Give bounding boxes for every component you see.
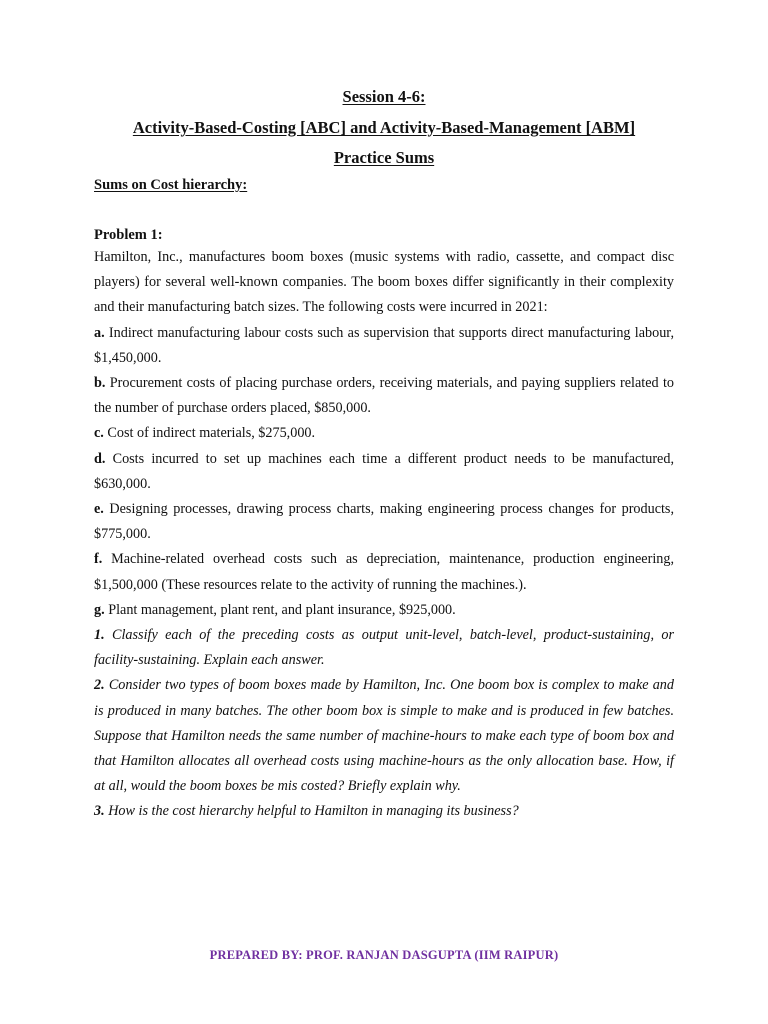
- session-title: Session 4-6:: [342, 87, 426, 106]
- section-heading: Sums on Cost hierarchy:: [94, 177, 248, 193]
- question: [94, 799, 674, 824]
- item-text: Designing processes, drawing process charts, making engineering process changes for products, $775,000.: [94, 501, 675, 543]
- item-label: e.: [94, 501, 104, 518]
- question-text: Classify each of the preceding costs as output unit-level, batch-level, product-sustaining, or facility-sustaining. Explain each answer.: [94, 627, 675, 669]
- question-label: 3.: [94, 803, 105, 820]
- question: [94, 623, 674, 673]
- cost-item: [94, 371, 674, 421]
- subtitle: Practice Sums: [333, 148, 435, 167]
- item-label: a.: [94, 324, 105, 341]
- item-text: Procurement costs of placing purchase orders, receiving materials, and paying suppliers related to the number of purchase orders placed, $850,000.: [94, 375, 674, 417]
- item-label: c.: [94, 425, 104, 442]
- item-label: d.: [94, 450, 106, 467]
- item-text: Plant management, plant rent, and plant insurance, $925,000.: [108, 601, 456, 618]
- topic-title: Activity-Based-Costing [ABC] and Activity-Based-Management [ABM]: [132, 118, 636, 137]
- question-label: 2.: [94, 677, 105, 694]
- problem-body: [94, 245, 674, 825]
- problem-intro: Hamilton, Inc., manufactures boom boxes (music systems with radio, cassette, and compact disc players) for several well-known companies. The boom boxes differ significantly in their complexity and their manufacturing batch sizes. The following costs were incurred in 2021:: [94, 249, 674, 316]
- cost-item: [94, 598, 674, 623]
- item-label: b.: [94, 375, 106, 392]
- item-text: Machine-related overhead costs such as depreciation, maintenance, production engineering, $1,500,000 (These resources relate to the activity of running the machines.).: [94, 551, 674, 593]
- question-label: 1.: [94, 627, 105, 644]
- cost-item: [94, 547, 674, 597]
- item-text: Cost of indirect materials, $275,000.: [107, 425, 316, 442]
- item-label: g.: [94, 601, 105, 618]
- question: [94, 673, 674, 799]
- cost-item: [94, 447, 674, 497]
- cost-item: [94, 321, 674, 371]
- problem-title: Problem 1:: [94, 227, 163, 243]
- question-text: How is the cost hierarchy helpful to Hamilton in managing its business?: [108, 803, 519, 820]
- cost-item: [94, 497, 674, 547]
- item-text: Costs incurred to set up machines each time a different product needs to be manufactured, $630,000.: [94, 450, 674, 492]
- item-label: f.: [94, 551, 103, 568]
- question-text: Consider two types of boom boxes made by Hamilton, Inc. One boom box is complex to make and is produced in many batches. The other boom box is simple to make and is produced in few batches. Suppose that Hamilton needs the same number of machine-hours to make each type of boom box and that Hamilton allocates all overhead costs using machine-hours as the only allocation base. How, if at all, would the boom boxes be mis costed? Briefly explain why.: [94, 677, 674, 795]
- footer-credit: PREPARED BY: PROF. RANJAN DASGUPTA (IIM RAIPUR): [209, 948, 559, 962]
- cost-item: [94, 421, 674, 446]
- item-text: Indirect manufacturing labour costs such as supervision that supports direct manufacturing labour, $1,450,000.: [94, 324, 675, 366]
